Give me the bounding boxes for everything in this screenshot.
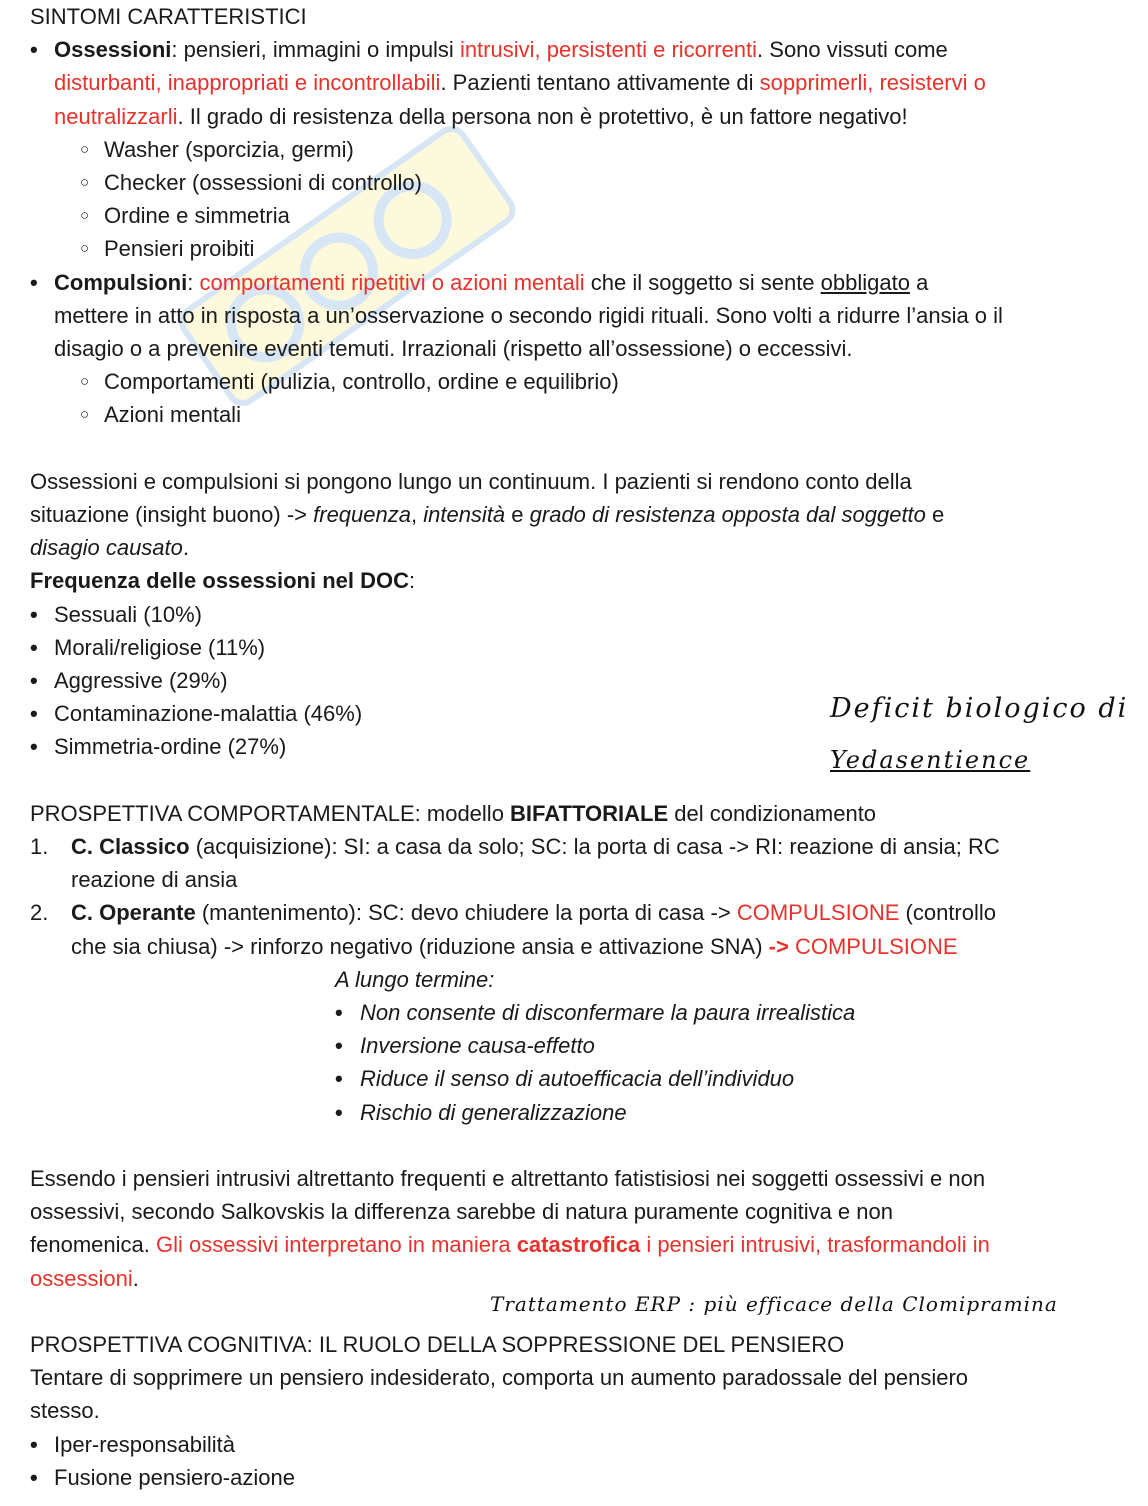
sub-list-item: ○ Pensieri proibiti	[30, 232, 1120, 265]
classico-line-2: reazione di ansia	[71, 867, 238, 893]
salkovskis-line-1: Essendo i pensieri intrusivi altrettanto frequenti e altrettanto fatistisiosi nei soggetti ossessivi e non	[30, 1166, 986, 1192]
list-item: • Simmetria-ordine (27%)	[30, 730, 1120, 763]
ossessioni-line-3: neutralizzarli. Il grado di resistenza della persona non è protettivo, è un fattore negativo!	[54, 103, 908, 129]
sub-list-item: ○ Washer (sporcizia, germi)	[30, 133, 1120, 166]
continuum-line-3: disagio causato.	[30, 535, 190, 561]
cognitiva-line-1: Tentare di sopprimere un pensiero indesiderato, comporta un aumento paradossale del pensiero	[30, 1365, 969, 1391]
sub-list-item: ○ Checker (ossessioni di controllo)	[30, 166, 1120, 199]
section-heading-sintomi: SINTOMI CARATTERISTICI	[30, 4, 307, 29]
long-term-item: • Rischio di generalizzazione	[30, 1096, 1120, 1129]
salkovskis-line-2: ossessivi, secondo Salkovskis la differenza sarebbe di natura puramente cognitiva e non	[30, 1199, 893, 1225]
long-term-heading: A lungo termine:	[335, 966, 495, 992]
compulsioni-line-3: disagio o a prevenire eventi temuti. Irrazionali (rispetto all’ossessione) o eccessivi.	[54, 336, 853, 362]
list-item: • Fusione pensiero-azione	[30, 1461, 1120, 1494]
ossessioni-line-2: disturbanti, inappropriati e incontrollabili. Pazienti tentano attivamente di sopprimerli, resistervi o	[54, 70, 986, 96]
salkovskis-line-3: fenomenica. Gli ossessivi interpretano in maniera catastrofica i pensieri intrusivi, trasformandoli in	[30, 1232, 990, 1258]
cognitiva-line-2: stesso.	[30, 1398, 100, 1424]
sub-list-item: ○ Ordine e simmetria	[30, 199, 1120, 232]
list-item: • Contaminazione-malattia (46%)	[30, 697, 1120, 730]
long-term-item: • Non consente di disconfermare la paura irrealistica	[30, 996, 1120, 1029]
compulsioni-line-2: mettere in atto in risposta a un’osservazione o secondo rigidi rituali. Sono volti a ridurre l’ansia o il	[54, 302, 1003, 328]
numbered-item-classico: 1. C. Classico (acquisizione): SI: a casa da solo; SC: la porta di casa -> RI: reazione di ansia; RC	[30, 834, 1000, 860]
list-item: • Aggressive (29%)	[30, 664, 1120, 697]
list-item: • Morali/religiose (11%)	[30, 631, 1120, 664]
operante-line-2: che sia chiusa) -> rinforzo negativo (riduzione ansia e attivazione SNA) -> COMPULSIONE	[71, 933, 958, 959]
cognitiva-heading: PROSPETTIVA COGNITIVA: IL RUOLO DELLA SOPPRESSIONE DEL PENSIERO	[30, 1332, 845, 1358]
handwritten-note-deficit: Deficit biologico di	[830, 693, 1129, 724]
salkovskis-line-4: ossessioni.	[30, 1265, 139, 1291]
continuum-line-1: Ossessioni e compulsioni si pongono lungo un continuum. I pazienti si rendono conto della	[30, 468, 912, 494]
long-term-item: • Riduce il senso di autoefficacia dell’individuo	[30, 1062, 1120, 1095]
handwritten-note-trattamento: Trattamento ERP : più efficace della Clomipramina	[490, 1292, 1058, 1316]
comportamentale-heading: PROSPETTIVA COMPORTAMENTALE: modello BIFATTORIALE del condizionamento	[30, 800, 877, 826]
frequenza-heading: Frequenza delle ossessioni nel DOC:	[30, 568, 416, 594]
handwritten-note-yedasentience: Yedasentience	[830, 746, 1031, 774]
list-item: • Iper-responsabilità	[30, 1428, 1120, 1461]
continuum-line-2: situazione (insight buono) -> frequenza, intensità e grado di resistenza opposta dal soggetto e	[30, 502, 945, 528]
long-term-item: • Inversione causa-effetto	[30, 1029, 1120, 1062]
list-item: • Sessuali (10%)	[30, 598, 1120, 631]
numbered-item-operante: 2. C. Operante (mantenimento): SC: devo chiudere la porta di casa -> COMPULSIONE (controllo	[30, 900, 996, 926]
bullet-ossessioni: • Ossessioni: pensieri, immagini o impulsi intrusivi, persistenti e ricorrenti. Sono vissuti come	[30, 33, 1120, 66]
bullet-compulsioni: • Compulsioni: comportamenti ripetitivi o azioni mentali che il soggetto si sente obbligato a	[30, 266, 1120, 299]
sub-list-item: ○ Comportamenti (pulizia, controllo, ordine e equilibrio)	[30, 365, 1120, 398]
sub-list-item: ○ Azioni mentali	[30, 398, 1120, 431]
